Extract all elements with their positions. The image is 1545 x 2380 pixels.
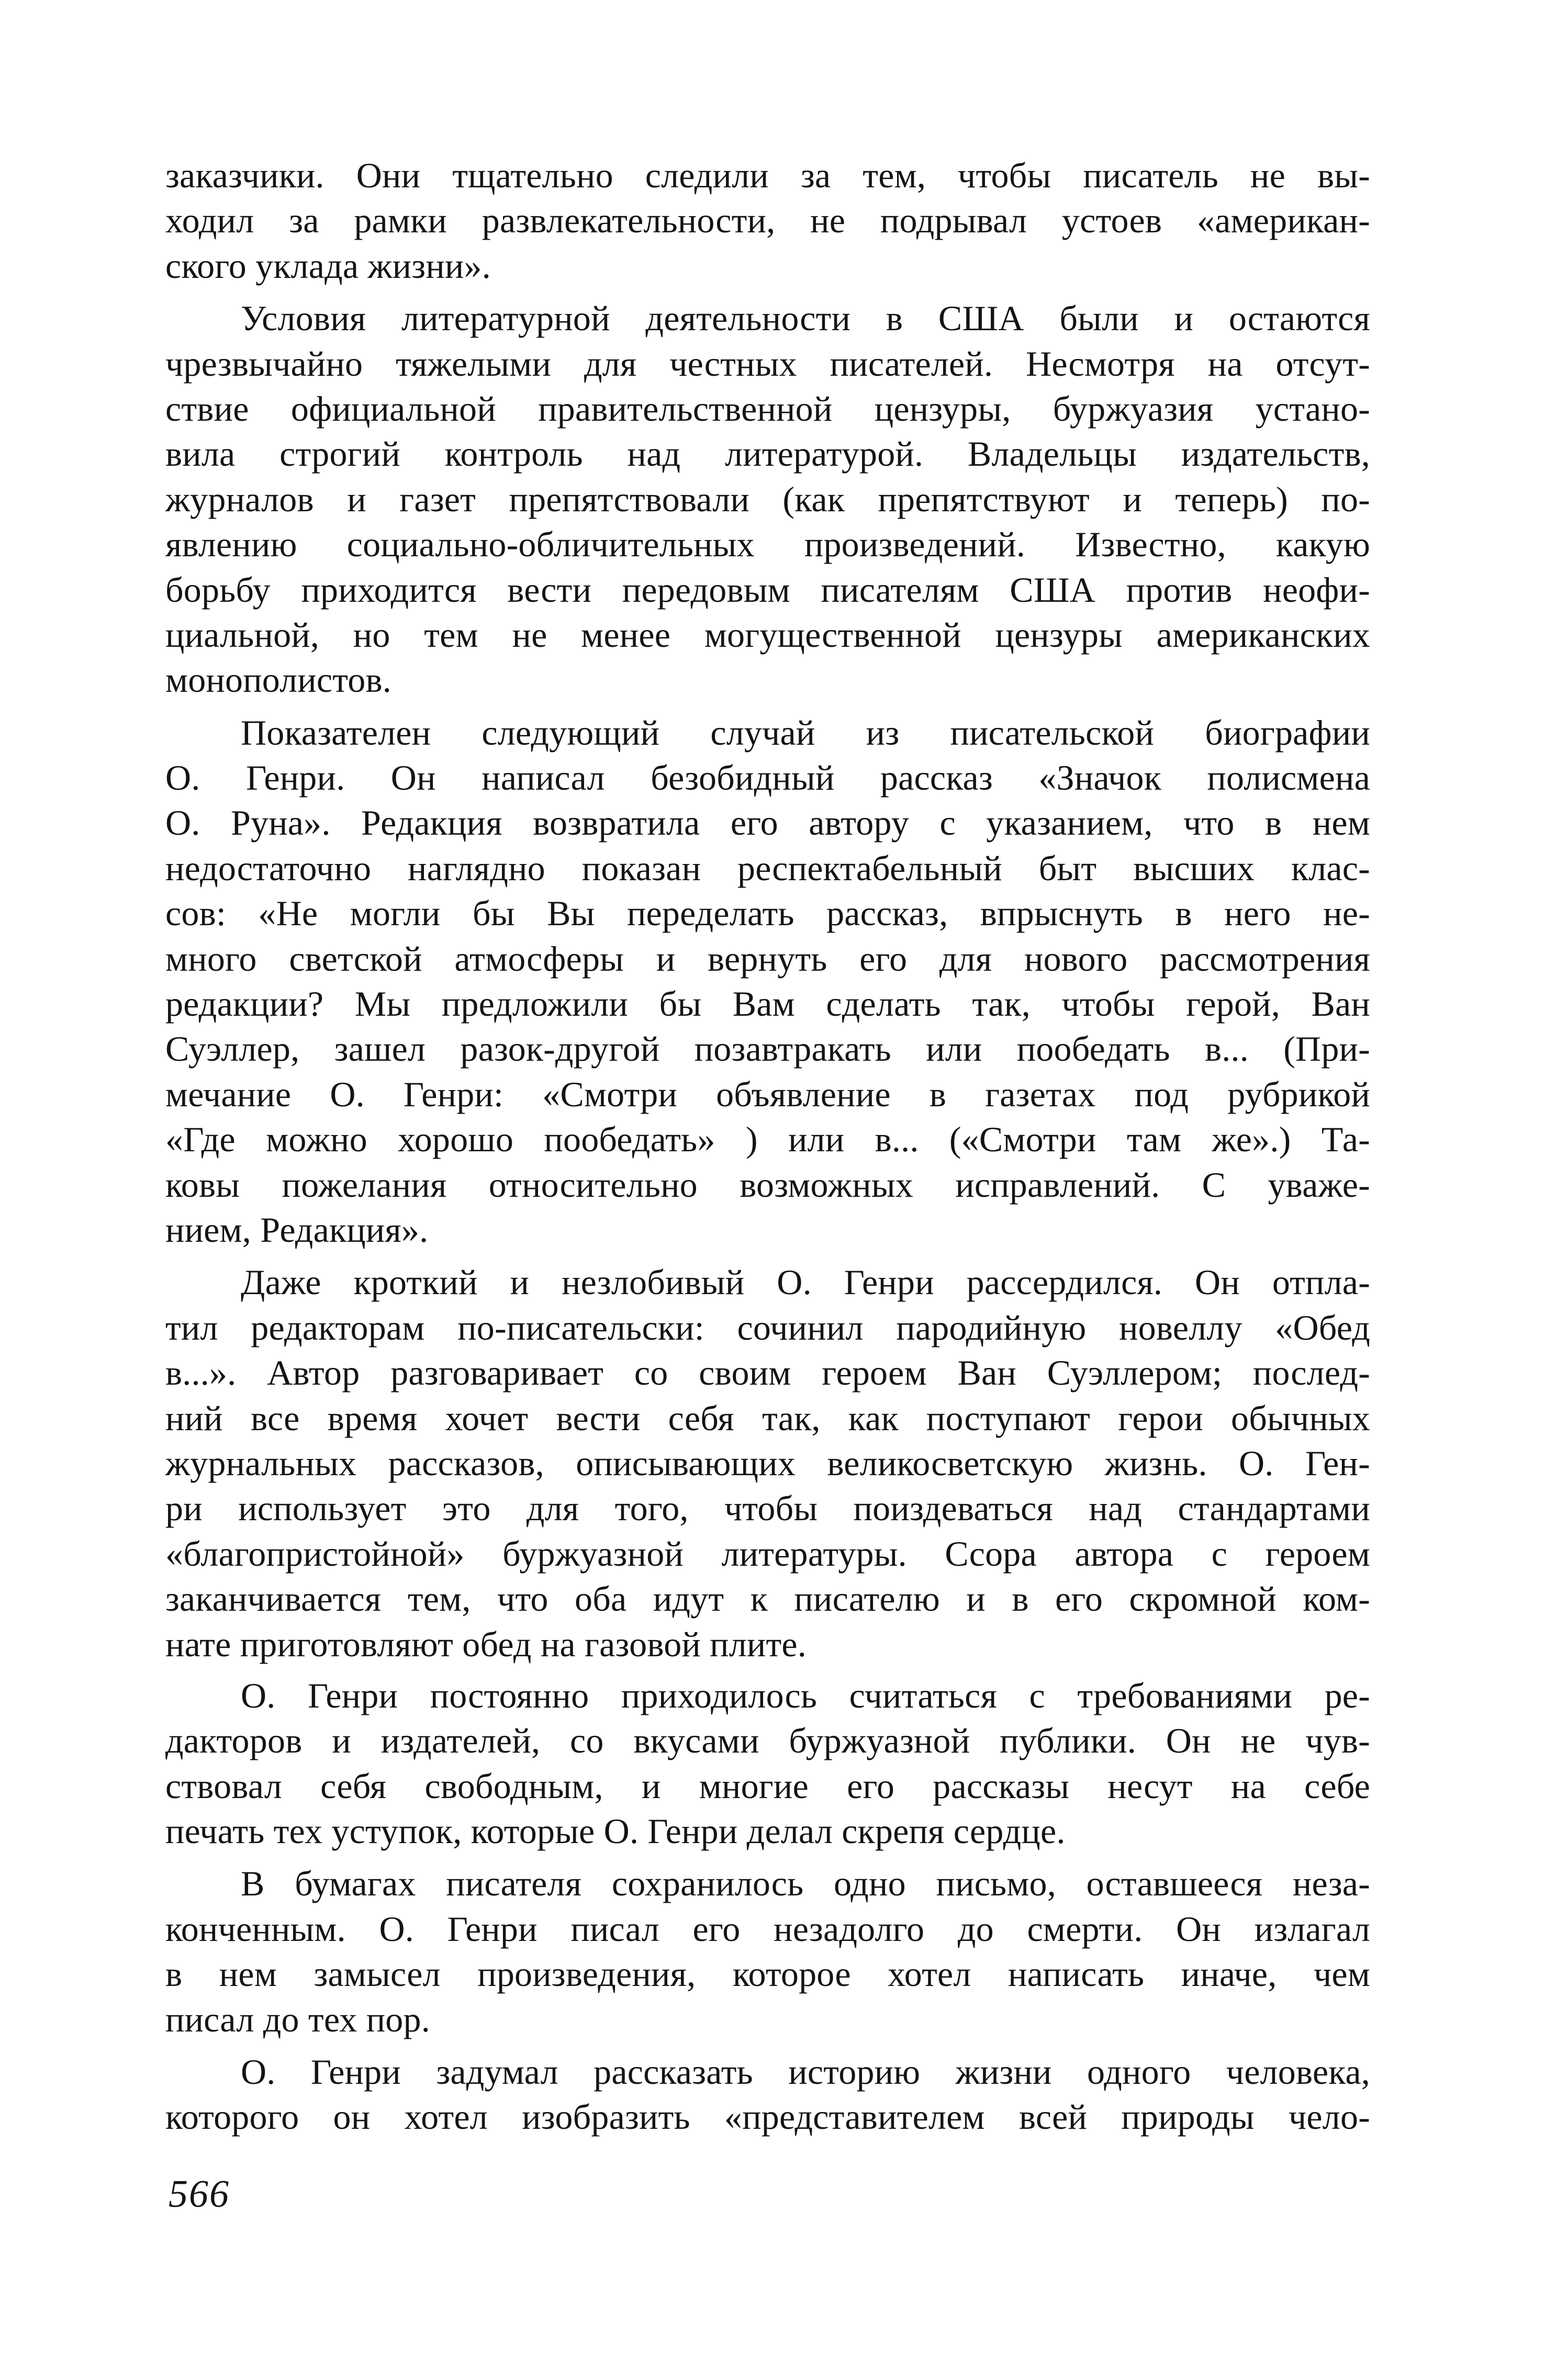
text-line: ствие официальной правительственной цензуры, буржуазия устано-: [165, 388, 1370, 429]
text-line: ствовал себя свободным, и многие его рассказы несут на себе: [165, 1766, 1370, 1806]
paragraph: [165, 2049, 1370, 2140]
text-line: монополистов.: [165, 660, 391, 700]
text-line: В бумагах писателя сохранилось одно письмо, оставшееся неза-: [241, 1863, 1370, 1904]
paragraph: [165, 710, 1370, 1253]
text-line: чрезвычайно тяжелыми для честных писателей. Несмотря на отсут-: [165, 343, 1370, 384]
text-line: которого он хотел изобразить «представителем всей природы чело-: [165, 2097, 1370, 2137]
text-line: редакции? Мы предложили бы Вам сделать так, чтобы герой, Ван: [165, 984, 1370, 1024]
text-line: тил редакторам по-писательски: сочинил пародийную новеллу «Обед: [165, 1307, 1370, 1348]
text-line: Показателен следующий случай из писательской биографии: [241, 712, 1370, 753]
text-line: Условия литературной деятельности в США были и остаются: [241, 298, 1370, 339]
paragraph: [165, 1673, 1370, 1854]
text-line: журналов и газет препятствовали (как препятствуют и теперь) по-: [165, 479, 1370, 519]
text-line: заканчивается тем, что оба идут к писателю и в его скромной ком-: [165, 1579, 1370, 1619]
text-line: О. Генри. Он написал безобидный рассказ «Значок полисмена: [165, 758, 1370, 798]
text-line: «Где можно хорошо пообедать» ) или в... («Смотри там же».) Та-: [165, 1119, 1370, 1160]
text-line: в нем замысел произведения, которое хотел написать иначе, чем: [165, 1954, 1370, 1994]
page-number: 566: [169, 2173, 230, 2216]
text-line: дакторов и издателей, со вкусами буржуазной публики. Он не чув-: [165, 1721, 1370, 1761]
text-line: в...». Автор разговаривает со своим героем Ван Суэллером; послед-: [165, 1353, 1370, 1393]
text-line: много светской атмосферы и вернуть его для нового рассмотрения: [165, 938, 1370, 979]
text-line: явлению социально-обличительных произведений. Известно, какую: [165, 524, 1370, 565]
text-line: Даже кроткий и незлобивый О. Генри рассердился. Он отпла-: [241, 1262, 1370, 1303]
text-line: ского уклада жизни».: [165, 245, 491, 286]
text-line: ковы пожелания относительно возможных исправлений. С уваже-: [165, 1164, 1370, 1205]
text-line: О. Генри постоянно приходилось считаться с требованиями ре-: [241, 1675, 1370, 1715]
text-line: циальной, но тем не менее могущественной цензуры американских: [165, 614, 1370, 655]
text-line: журнальных рассказов, описывающих великосветскую жизнь. О. Ген-: [165, 1443, 1370, 1483]
paragraph: [165, 153, 1370, 288]
text-line: печать тех уступок, которые О. Генри делал скрепя сердце.: [165, 1811, 1066, 1851]
text-line: борьбу приходится вести передовым писателям США против неофи-: [165, 569, 1370, 610]
paragraph: [165, 296, 1370, 703]
text-line: недостаточно наглядно показан респектабельный быт высших клас-: [165, 848, 1370, 888]
text-line: конченным. О. Генри писал его незадолго до смерти. Он излагал: [165, 1909, 1370, 1949]
paragraph: [165, 1260, 1370, 1667]
text-line: ри использует это для того, чтобы поиздеваться над стандартами: [165, 1488, 1370, 1529]
text-line: мечание О. Генри: «Смотри объявление в газетах под рубрикой: [165, 1074, 1370, 1114]
body-text: [165, 153, 1370, 2140]
text-line: вила строгий контроль над литературой. Владельцы издательств,: [165, 434, 1370, 474]
paragraph: [165, 1861, 1370, 2042]
text-line: Суэллер, зашел разок-другой позавтракать или пообедать в... (При-: [165, 1029, 1370, 1069]
text-line: О. Руна». Редакция возвратила его автору с указанием, что в нем: [165, 803, 1370, 843]
text-line: заказчики. Они тщательно следили за тем, чтобы писатель не вы-: [165, 155, 1370, 195]
text-line: О. Генри задумал рассказать историю жизни одного человека,: [241, 2052, 1370, 2092]
text-line: «благопристойной» буржуазной литературы. Ссора автора с героем: [165, 1533, 1370, 1574]
text-line: писал до тех пор.: [165, 1999, 430, 2039]
text-line: нием, Редакция».: [165, 1209, 429, 1250]
text-line: сов: «Не могли бы Вы переделать рассказ, впрыснуть в него не-: [165, 893, 1370, 934]
text-line: ний все время хочет вести себя так, как поступают герои обычных: [165, 1398, 1370, 1438]
text-line: нате приготовляют обед на газовой плите.: [165, 1624, 807, 1664]
text-line: ходил за рамки развлекательности, не подрывал устоев «американ-: [165, 200, 1370, 241]
